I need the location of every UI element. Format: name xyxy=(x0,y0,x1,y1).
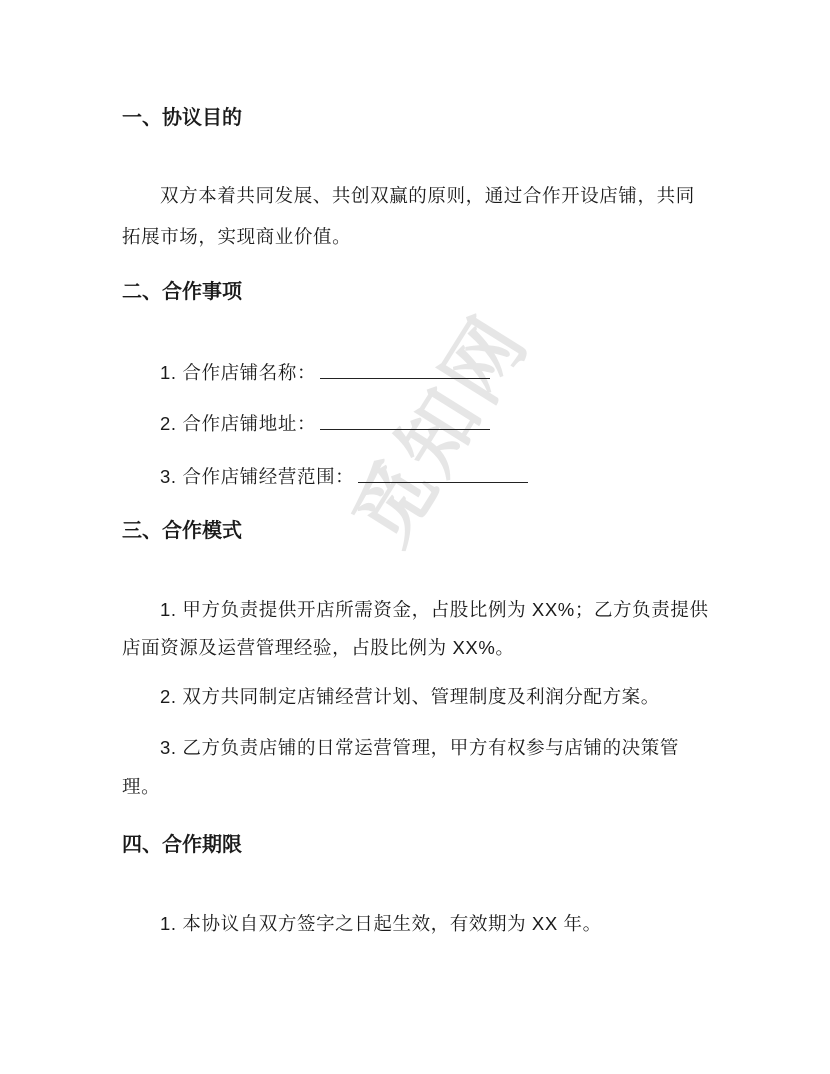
field-label: 1. 合作店铺名称： xyxy=(160,362,317,383)
list-item: 1. 本协议自双方签字之日起生效，有效期为 XX 年。 xyxy=(160,913,602,934)
section-heading: 四、合作期限 xyxy=(122,834,242,856)
list-item: 2. 双方共同制定店铺经营计划、管理制度及利润分配方案。 xyxy=(160,686,660,707)
watermark: 觅知网 xyxy=(337,299,546,560)
list-item-continuation: 店面资源及运营管理经验，占股比例为 XX%。 xyxy=(122,637,515,658)
list-item xyxy=(160,360,490,385)
blank-line xyxy=(358,464,528,483)
list-item xyxy=(160,464,528,489)
section-heading: 二、合作事项 xyxy=(122,281,242,303)
field-label: 3. 合作店铺经营范围： xyxy=(160,466,355,487)
list-item: 1. 甲方负责提供开店所需资金，占股比例为 XX%；乙方负责提供 xyxy=(160,599,709,620)
paragraph-line: 双方本着共同发展、共创双赢的原则，通过合作开设店铺，共同 xyxy=(160,185,695,206)
list-item: 3. 乙方负责店铺的日常运营管理，甲方有权参与店铺的决策管 xyxy=(160,737,679,758)
blank-line xyxy=(320,360,490,379)
field-label: 2. 合作店铺地址： xyxy=(160,413,317,434)
section-heading: 一、协议目的 xyxy=(122,107,242,129)
list-item-continuation: 理。 xyxy=(122,776,161,797)
section-heading: 三、合作模式 xyxy=(122,520,242,542)
paragraph-line: 拓展市场，实现商业价值。 xyxy=(122,226,352,247)
list-item xyxy=(160,411,490,436)
blank-line xyxy=(320,411,490,430)
